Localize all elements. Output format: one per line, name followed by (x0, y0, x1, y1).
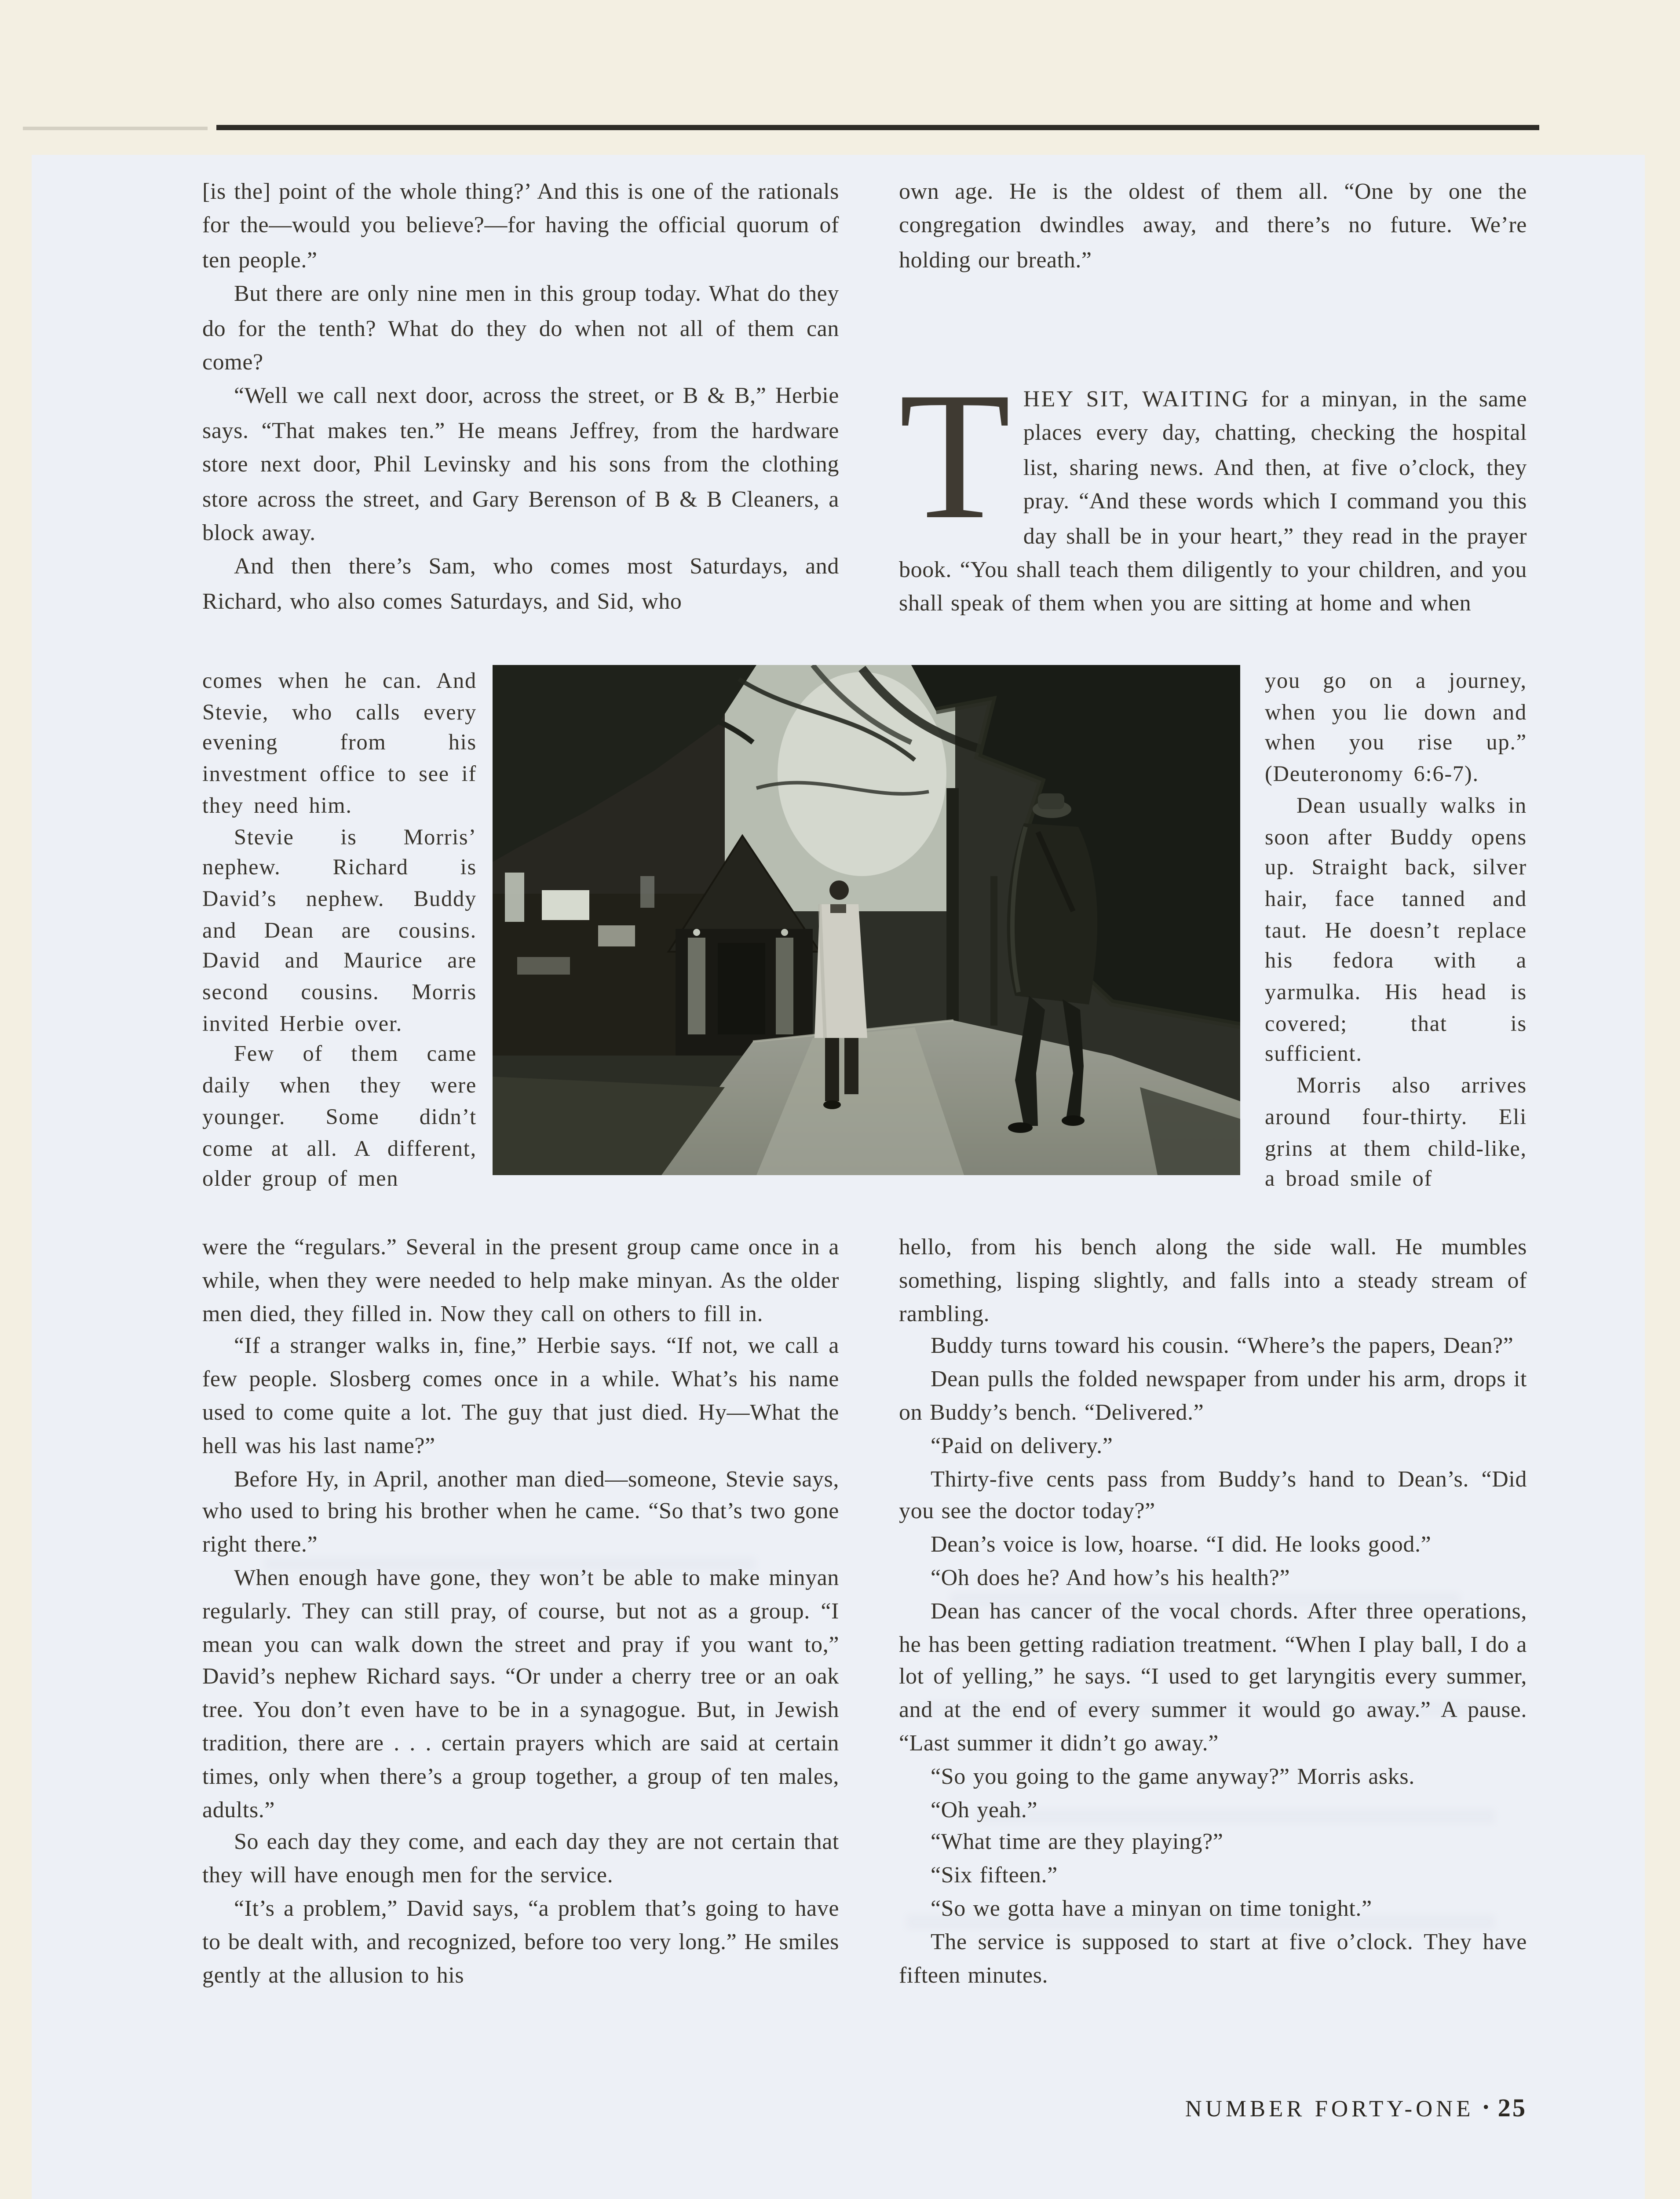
drop-cap-lead-in: HEY SIT, WAITING (1023, 385, 1250, 412)
body-paragraph: And then there’s Sam, who comes most Saturdays, and Richard, who also comes Saturdays, and Sid, who (202, 553, 839, 614)
body-paragraph: “If a stranger walks in, fine,” Herbie says. “If not, we call a few people. Slosberg comes once in a while. What’s his name used to come quite a lot. The guy that just died. Hy—What the hell was his last name?” (202, 1332, 839, 1458)
drop-cap-continuation: for a minyan, in the same places every day, chatting, checking the hospital list, sharing news. And then, at five o’clock, they pray. “And these words which I command you this day shall be in your heart,” they read in the prayer book. “You shall teach them diligently to your children, and you shall speak of them when you are sitting at home and when (899, 385, 1527, 617)
body-paragraph: Dean pulls the folded newspaper from under his arm, drops it on Buddy’s bench. “Delivered.” (899, 1365, 1527, 1425)
body-paragraph: So each day they come, and each day they are not certain that they will have enough men for the service. (202, 1828, 839, 1888)
rule-bleed-through (23, 127, 208, 130)
journal-issue-title: NUMBER FORTY-ONE (1185, 2095, 1474, 2122)
drop-cap-letter: T (899, 355, 1011, 558)
body-paragraph: “What time are they playing?” (931, 1828, 1223, 1855)
body-paragraph: “Paid on delivery.” (931, 1432, 1113, 1458)
top-rule (216, 125, 1539, 130)
body-paragraph: comes when he can. And Stevie, who calls every evening from his investment office to see if they need him. (202, 668, 477, 818)
body-paragraph: Stevie is Morris’ nephew. Richard is David’s nephew. Buddy and Dean are cousins. David and Maurice are second cousins. Morris invited Herbie over. (202, 824, 477, 1036)
body-paragraph: were the “regulars.” Several in the present group came once in a while, when they were needed to help make minyan. As the older men died, they filled in. Now they call on others to fill in. (202, 1233, 839, 1326)
body-paragraph: “Oh yeah.” (931, 1795, 1038, 1822)
right-column-upper (899, 174, 1527, 277)
drop-cap-paragraph (899, 355, 1527, 621)
body-paragraph: you go on a journey, when you lie down and when you rise up.” (Deuteronomy 6:6-7). (1265, 668, 1527, 787)
body-paragraph: The service is supposed to start at five o’clock. They have fifteen minutes. (899, 1927, 1527, 1987)
right-column-lower (899, 1231, 1527, 1992)
left-column-beside-photo (202, 667, 477, 1196)
left-column-upper (202, 174, 839, 618)
body-paragraph: Dean’s voice is low, hoarse. “I did. He looks good.” (931, 1531, 1432, 1557)
bullet-separator: • (1483, 2099, 1489, 2118)
body-paragraph: Before Hy, in April, another man died—someone, Stevie says, who used to bring his brother when he came. “So that’s two gone right there.” (202, 1465, 839, 1557)
synagogue-photo-illustration (493, 665, 1240, 1175)
page-number: 25 (1497, 2095, 1527, 2123)
body-paragraph: Dean usually walks in soon after Buddy opens up. Straight back, silver hair, face tanned and taut. He doesn’t replace his fedora with a yarmulka. His head is covered; that is sufficient. (1265, 793, 1527, 1067)
section-opening (899, 355, 1527, 621)
article-photo (493, 665, 1240, 1175)
body-paragraph: But there are only nine men in this group today. What do they do for the tenth? What do they do when not all of them can come? (202, 280, 839, 375)
body-paragraph: When enough have gone, they won’t be able to make minyan regularly. They can still pray, of course, but not as a group. “I mean you can walk down the street and pray if you want to,” David’s nephew Richard says. “Or under a cherry tree or an oak tree. You don’t even have to be in a synagogue. But, in Jewish tradition, there are . . . certain prayers which are said at certain times, only when there’s a group together, a group of ten males, adults.” (202, 1563, 839, 1822)
body-paragraph: Few of them came daily when they were younger. Some didn’t come at all. A different, older group of men (202, 1042, 477, 1191)
body-paragraph: [is the] point of the whole thing?’ And this is one of the rationals for the—would you believe?—for having the official quorum of ten people.” (202, 178, 839, 273)
body-paragraph: Morris also arrives around four-thirty. Eli grins at them child-like, a broad smile of (1265, 1073, 1527, 1191)
page-footer (899, 2095, 1527, 2125)
left-column-lower (202, 1231, 839, 1992)
right-column-beside-photo (1265, 667, 1527, 1196)
body-paragraph: “Oh does he? And how’s his health?” (931, 1563, 1290, 1590)
body-paragraph: own age. He is the oldest of them all. “One by one the congregation dwindles away, and there’s no future. We’re holding our breath.” (899, 178, 1527, 273)
body-paragraph: Buddy turns toward his cousin. “Where’s the papers, Dean?” (931, 1332, 1514, 1359)
body-paragraph: Thirty-five cents pass from Buddy’s hand to Dean’s. “Did you see the doctor today?” (899, 1465, 1527, 1524)
body-paragraph: “So you going to the game anyway?” Morris asks. (931, 1762, 1415, 1789)
body-paragraph: “So we gotta have a minyan on time tonight.” (931, 1894, 1372, 1921)
body-paragraph: hello, from his bench along the side wall. He mumbles something, lisping slightly, and falls into a steady stream of rambling. (899, 1233, 1527, 1326)
body-paragraph: Dean has cancer of the vocal chords. After three operations, he has been getting radiation treatment. “When I play ball, I do a lot of yelling,” he says. “I used to get laryngitis every summer, and at the end of every summer it would go away.” A pause. “Last summer it didn’t go away.” (899, 1597, 1527, 1756)
body-paragraph: “Six fifteen.” (931, 1861, 1058, 1888)
body-paragraph: “Well we call next door, across the street, or B & B,” Herbie says. “That makes ten.” He means Jeffrey, from the hardware store next door, Phil Levinsky and his sons from the clothing store across the street, and Gary Berenson of B & B Cleaners, a block away. (202, 382, 839, 546)
body-paragraph: “It’s a problem,” David says, “a problem that’s going to have to be dealt with, and recognized, before too very long.” He smiles gently at the allusion to his (202, 1894, 839, 1987)
